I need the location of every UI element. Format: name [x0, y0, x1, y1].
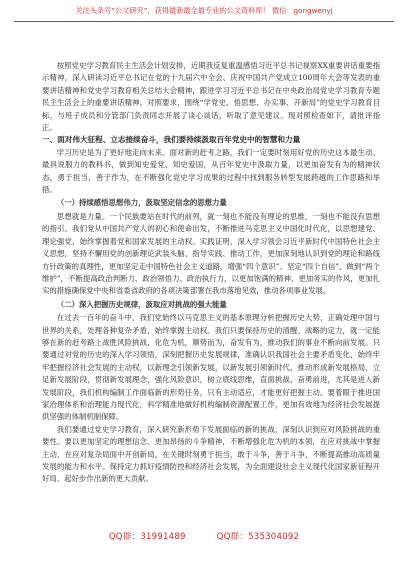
page-header-banner: 关注头条号“公文研究”，获得最新最全最专业的公文资料库！ 微信：gongwenyj [75, 6, 333, 15]
subsection-heading: （二）深入把握历史规律，汲取应对挑战的强大能量 [56, 299, 227, 309]
subsection-heading: （一）持续感悟思想伟力，汲取坚定信念的思想力量 [56, 198, 227, 208]
footer-qq-group-2: QQ群：535304092 [216, 532, 300, 542]
page-footer [0, 530, 408, 542]
body-paragraph: 按照党史学习教育民主生活会计划安排，近期我反复重温感悟习近平总书记视察XX重要讲话重要指示精神，深入研读习近平总书记在党的十九届六中全会、庆祝中国共产党成立100周年大会等发表的重要讲话精神和党史学习教育相关总结大会精神，跟进学习习近平总书记在中央政治局党史学习教育专题民主生活会上的重要讲话精神。对照要求，围绕“学党史、悟思想、办实事、开新局”的党史学习教育目标，与班子成员和分管部门负责同志开展了谈心谈话，听取了意见建议。现对照检查如下，请批评指正。 [42, 61, 380, 133]
document-body [42, 60, 380, 486]
footer-qq-group-1: QQ群：31991489 [108, 532, 186, 542]
body-paragraph: 学习历史是为了更好地走向未来。面对新的赶考之路，我们一定要时刻用好党的历史这本最生动、最具说服力的教科书，做到知史爱党、知史爱国，从百年党史中汲取力量，以更加奋发有为的精神状态，勇于担当，善于作为，在不断强化党史学习成果的过程中找到服务转型发展跨越的工作思路和举措。 [42, 147, 380, 195]
body-paragraph: 思想就是力量。一个民族要站在时代的前列，就一刻也不能没有理论的思维，一刻也不能没有思想的指引。我们党从中国共产党人的初心和使命出发，不断推进马克思主义中国化时代化，以思想建党、理论强党，始终掌握着党和国家发展的主动权。实践证明，深入学习领会习近平新时代中国特色社会主义思想，坚持不懈用党的创新理论武装头脑、指导实践、推动工作，更加深刻地认识到党的理论和路线方针政策的真理性，更加坚定走中国特色社会主义道路，增强“四个意识”、坚定“四个自信”、做到“两个维护”，不断提高政治判断力、政治领悟力、政治执行力，以更加饱满的精神、更加务实的作风，更加扎实的措施确保党中央和省委省政府的各项决策部署在我市落地见效，推动各项事业发展。 [42, 211, 380, 296]
section-heading: 一、面对伟大征程、立志接续奋斗，我们要持续汲取百年党史中的智慧和力量 [42, 135, 301, 145]
body-paragraph: 我们要通过党史学习教育，深入研究新形势下发展面临的新的挑战，深刻认识到应对风险挑战的重要性。要以更加坚定的理想信念、更加昂扬的斗争精神，不断增强化危为机的本领，在应对挑战中掌握主动，在应对复杂局面中开创新局，在关键时刻勇于担当，敢于斗争，善于斗争，不断提高推动高质量发展的能力和水平。保持定力抓好疫情防控和经济社会发展，为全面建设社会主义现代化国家新征程开好局、起好步作出新的更大贡献。 [42, 424, 380, 484]
body-paragraph: 在过去一百年的奋斗中，我们党始终以马克思主义的基本原理分析把握历史大势，正确处理中国与世界的关系，处理各种复杂矛盾，始终掌握主动权。我们只要保持历史的清醒、战略的定力，就一定能够在新的赶考路上战胜风险挑战，化危为机，顺势而为，奋发有为，推动我们的事业不断向前发展。只要通过对党的历史的深入学习领悟，深刻把握历史发展规律，准确认识我国社会主要矛盾变化，始终牢牢把握经济社会发展的主动权，以新理念引领新发展，以新发展引领新时代，推动形成新发展格局，立足新发展阶段，贯彻新发展理念，强化风险意识，树立底线思维，直面挑战，奋勇前进，尤其是进入新发展阶段，我们机构编制工作面临新的形势任务，只有主动适应，才能更好把握主动。要着眼于推进国家治理体系和治理能力现代化，科学精准地做好机构编制资源配置工作，更加有效地为经济社会发展提供坚强的体制机制保障。 [42, 313, 380, 422]
header-divider [14, 21, 394, 22]
